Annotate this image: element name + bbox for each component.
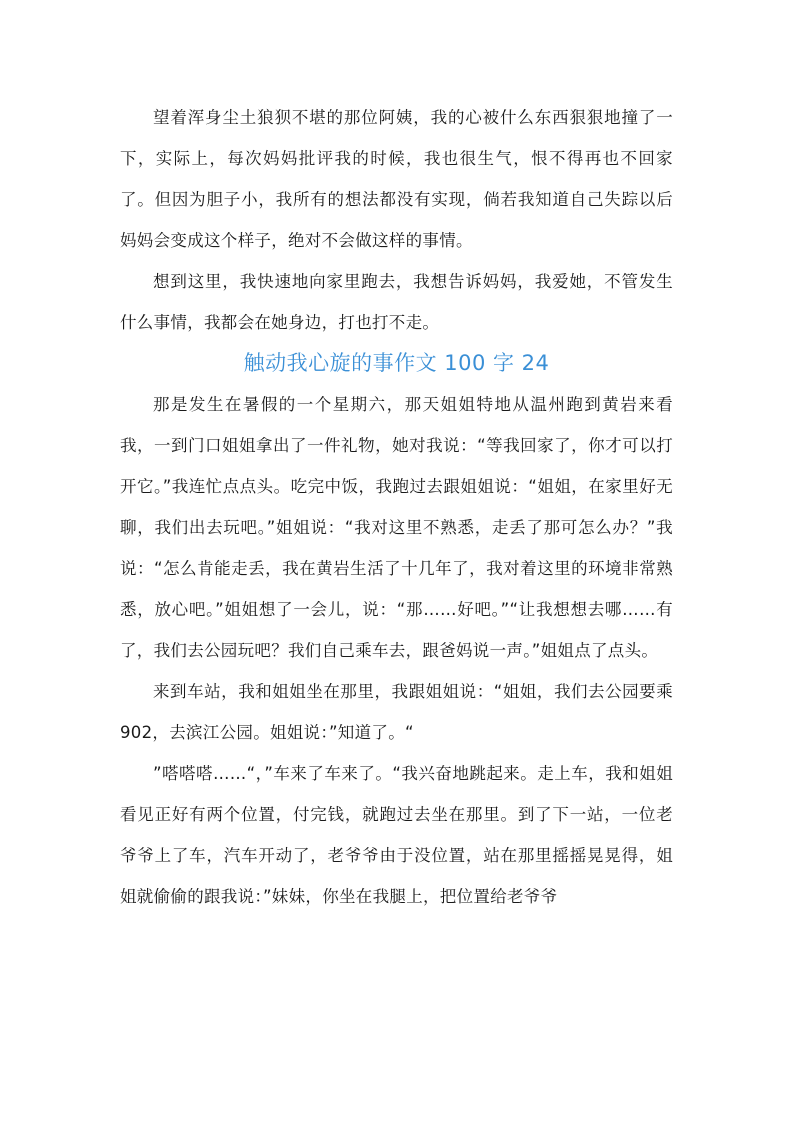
paragraph: 那是发生在暑假的一个星期六，那天姐姐特地从温州跑到黄岩来看我，一到门口姐姐拿出了一件礼物，她对我说：“等我回家了，你才可以打开它。”我连忙点点头。吃完中饭，我跑过去跟姐姐说：“姐姐，在家里好无聊，我们出去玩吧。”姐姐说：“我对这里不熟悉，走丢了那可怎么办？”我说：“怎么肯能走丢，我在黄岩生活了十几年了，我对着这里的环境非常熟悉，放心吧。”姐姐想了一会儿，说：“那……好吧。”“让我想想去哪……有了，我们去公园玩吧？我们自己乘车去，跟爸妈说一声。”姐姐点了点头。 <box>120 395 673 660</box>
paragraph: 想到这里，我快速地向家里跑去，我想告诉妈妈，我爱她，不管发生什么事情，我都会在她身边，打也打不走。 <box>120 272 673 332</box>
paragraph: 来到车站，我和姐姐坐在那里，我跟姐姐说：“姐姐，我们去公园要乘 902，去滨江公园。姐姐说：”知道了。“ <box>120 682 673 742</box>
document-page <box>120 97 673 917</box>
section-heading: 触动我心旋的事作文 100 字 24 <box>243 351 550 375</box>
paragraph: ”嗒嗒嗒……“，”车来了车来了。“我兴奋地跳起来。走上车，我和姐姐看见正好有两个位置，付完钱，就跑过去坐在那里。到了下一站，一位老爷爷上了车，汽车开动了，老爷爷由于没位置，站在那里摇摇晃晃得，姐姐就偷偷的跟我说：”妹妹，你坐在我腿上，把位置给老爷爷 <box>120 764 673 906</box>
paragraph: 望着浑身尘土狼狈不堪的那位阿姨，我的心被什么东西狠狠地撞了一下，实际上，每次妈妈批评我的时候，我也很生气，恨不得再也不回家了。但因为胆子小，我所有的想法都没有实现，倘若我知道自己失踪以后妈妈会变成这个样子，绝对不会做这样的事情。 <box>120 108 673 250</box>
